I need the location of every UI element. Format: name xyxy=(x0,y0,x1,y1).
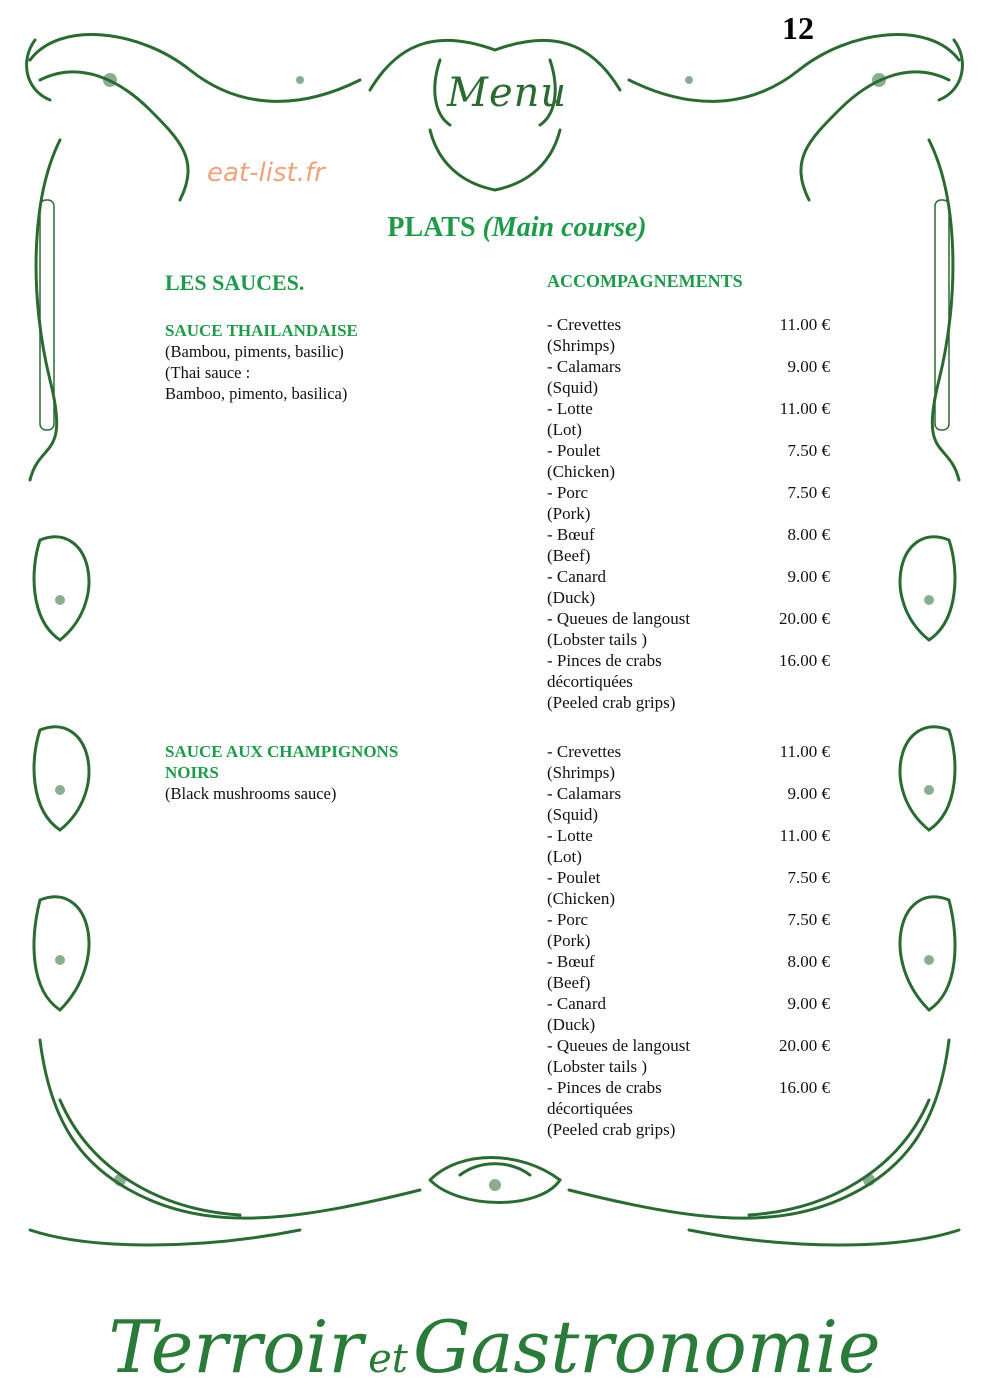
side-dish-translation: (Chicken) xyxy=(547,462,615,481)
sauce-description xyxy=(165,341,347,404)
side-dish-translation: (Squid) xyxy=(547,378,598,397)
side-dish-price: 8.00 € xyxy=(787,952,830,971)
side-dish-name: - Porc xyxy=(547,483,589,502)
side-dish-name: décortiquées xyxy=(547,672,633,691)
side-dish-item xyxy=(547,741,837,783)
side-dish-name: - Lotte xyxy=(547,826,593,845)
sides-list xyxy=(547,741,837,1140)
side-dish-price: 8.00 € xyxy=(787,525,830,544)
side-dish-translation: (Shrimps) xyxy=(547,336,615,355)
left-column-title: LES SAUCES. xyxy=(165,270,305,295)
side-dish-translation: (Lobster tails ) xyxy=(547,1057,648,1076)
side-dish-name: décortiquées xyxy=(547,1099,633,1118)
side-dish-price: 16.00 € xyxy=(779,651,830,670)
side-dish-item xyxy=(547,524,837,566)
side-dish-item xyxy=(547,993,837,1035)
side-dish-translation: (Duck) xyxy=(547,1015,596,1034)
side-dish-item xyxy=(547,1077,837,1140)
side-dish-price: 7.50 € xyxy=(787,910,830,929)
side-dish-item xyxy=(547,650,837,713)
side-dish-translation: (Pork) xyxy=(547,504,591,523)
side-dish-name: - Lotte xyxy=(547,399,593,418)
side-dish-price: 7.50 € xyxy=(787,441,830,460)
side-dish-item xyxy=(547,825,837,867)
sauce-title-line: NOIRS xyxy=(165,763,219,782)
side-dish-item xyxy=(547,867,837,909)
side-dish-translation: (Lot) xyxy=(547,847,582,866)
sauce-description xyxy=(165,783,336,804)
side-dish-price: 20.00 € xyxy=(779,1036,830,1055)
side-dish-item xyxy=(547,566,837,608)
heading-sub: (Main course) xyxy=(482,212,647,243)
side-dish-translation: (Peeled crab grips) xyxy=(547,693,676,712)
side-dish-translation: (Shrimps) xyxy=(547,763,615,782)
menu-cartouche-title: Menu xyxy=(447,70,568,116)
side-dish-name: - Crevettes xyxy=(547,315,622,334)
heading-main: PLATS xyxy=(387,212,476,243)
side-dish-name: - Queues de langoust xyxy=(547,1036,691,1055)
side-dish-name: - Calamars xyxy=(547,784,622,803)
side-dish-translation: (Pork) xyxy=(547,931,591,950)
side-dish-price: 9.00 € xyxy=(787,567,830,586)
side-dish-price: 16.00 € xyxy=(779,1078,830,1097)
side-dish-price: 11.00 € xyxy=(779,315,830,334)
watermark: eat-list.fr xyxy=(207,158,325,188)
side-dish-translation: (Lot) xyxy=(547,420,582,439)
side-dish-item xyxy=(547,314,837,356)
brand-word: Terroir xyxy=(108,1305,363,1389)
side-dish-translation: (Beef) xyxy=(547,973,591,992)
side-dish-item xyxy=(547,608,837,650)
side-dish-item xyxy=(547,1035,837,1077)
sauce-description-line: (Black mushrooms sauce) xyxy=(165,784,337,803)
sauce-title xyxy=(165,320,358,341)
sauce-description-line: (Bambou, piments, basilic) xyxy=(165,342,344,361)
brand-signature xyxy=(0,1305,989,1389)
sides-list xyxy=(547,314,837,713)
side-dish-name: - Canard xyxy=(547,567,607,586)
right-column-title: ACCOMPAGNEMENTS xyxy=(547,271,743,291)
side-dish-item xyxy=(547,398,837,440)
side-dish-item xyxy=(547,909,837,951)
side-dish-translation: (Chicken) xyxy=(547,889,615,908)
side-dish-name: - Bœuf xyxy=(547,952,595,971)
side-dish-price: 9.00 € xyxy=(787,357,830,376)
page-number: 12 xyxy=(782,10,814,46)
side-dish-item xyxy=(547,356,837,398)
sauce-title-line: SAUCE THAILANDAISE xyxy=(165,321,358,340)
side-dish-name: - Poulet xyxy=(547,441,601,460)
side-dish-translation: (Duck) xyxy=(547,588,596,607)
side-dish-name: - Pinces de crabs xyxy=(547,651,662,670)
side-dish-item xyxy=(547,482,837,524)
side-dish-translation: (Lobster tails ) xyxy=(547,630,648,649)
side-dish-name: - Porc xyxy=(547,910,589,929)
side-dish-name: - Poulet xyxy=(547,868,601,887)
sauce-title-line: SAUCE AUX CHAMPIGNONS xyxy=(165,742,399,761)
side-dish-item xyxy=(547,783,837,825)
side-dish-name: - Canard xyxy=(547,994,607,1013)
side-dish-translation: (Peeled crab grips) xyxy=(547,1120,676,1139)
side-dish-name: - Crevettes xyxy=(547,742,622,761)
brand-word: et xyxy=(368,1336,408,1382)
sauce-description-line: (Thai sauce : xyxy=(165,363,251,382)
side-dish-price: 11.00 € xyxy=(779,399,830,418)
side-dish-translation: (Squid) xyxy=(547,805,598,824)
page-heading xyxy=(0,212,989,244)
side-dish-translation: (Beef) xyxy=(547,546,591,565)
side-dish-price: 7.50 € xyxy=(787,483,830,502)
side-dish-name: - Pinces de crabs xyxy=(547,1078,662,1097)
side-dish-price: 9.00 € xyxy=(787,994,830,1013)
side-dish-price: 11.00 € xyxy=(779,742,830,761)
side-dish-name: - Queues de langoust xyxy=(547,609,691,628)
side-dish-price: 9.00 € xyxy=(787,784,830,803)
side-dish-price: 11.00 € xyxy=(779,826,830,845)
side-dish-price: 7.50 € xyxy=(787,868,830,887)
brand-word: Gastronomie xyxy=(412,1305,881,1389)
sauce-description-line: Bamboo, pimento, basilica) xyxy=(165,384,348,403)
sauce-title xyxy=(165,741,398,783)
side-dish-item xyxy=(547,440,837,482)
side-dish-price: 20.00 € xyxy=(779,609,830,628)
side-dish-item xyxy=(547,951,837,993)
side-dish-name: - Bœuf xyxy=(547,525,595,544)
side-dish-name: - Calamars xyxy=(547,357,622,376)
